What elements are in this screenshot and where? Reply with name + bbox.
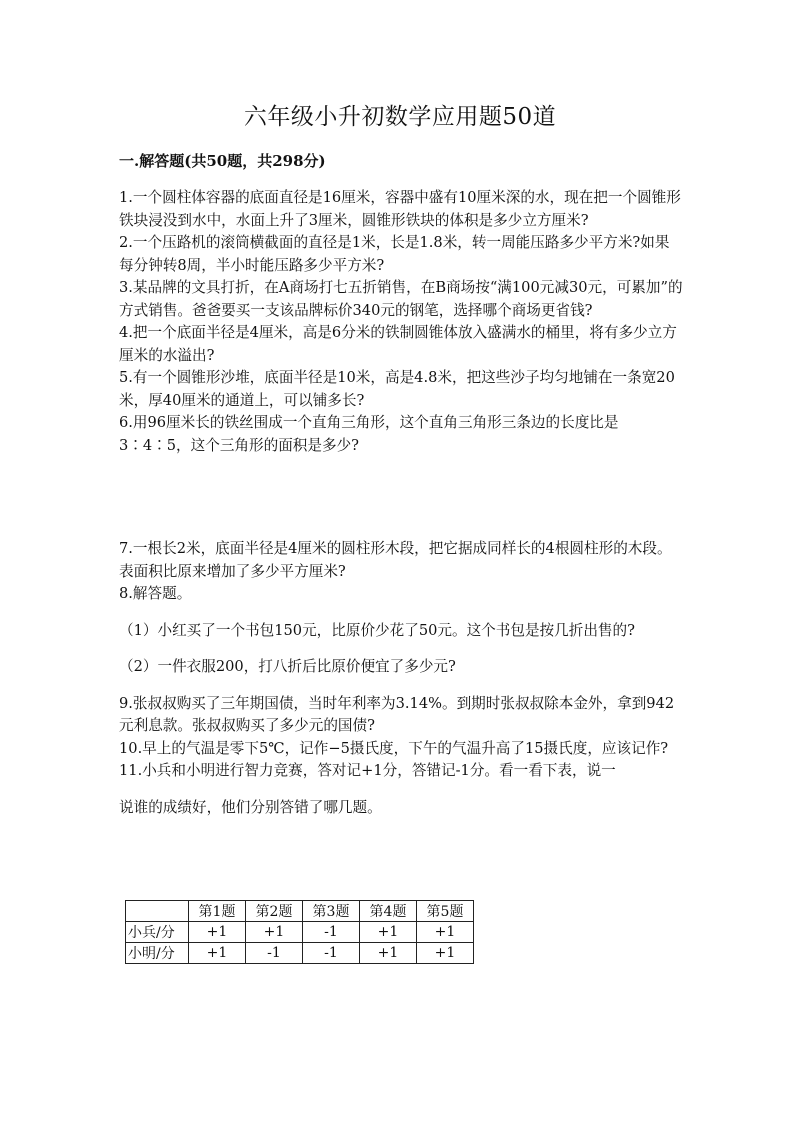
table-header-cell: 第5题 bbox=[417, 901, 474, 922]
question-list-b bbox=[119, 538, 684, 819]
table-cell: -1 bbox=[303, 922, 360, 943]
table-cell: -1 bbox=[303, 943, 360, 964]
question-list-a bbox=[119, 187, 684, 457]
question-4: 4.把一个底面半径是4厘米，高是6分米的铁制圆锥体放入盛满水的桶里，将有多少立方厘米的水溢出? bbox=[119, 324, 677, 364]
question-6: 6.用96厘米长的铁丝围成一个直角三角形，这个直角三角形三条边的长度比是3∶4∶5，这个三角形的面积是多少? bbox=[119, 414, 619, 454]
table-header-cell: 第1题 bbox=[189, 901, 246, 922]
table-row bbox=[126, 922, 474, 943]
section-heading: 一.解答题(共50题，共298分) bbox=[119, 152, 326, 170]
question-10: 10.早上的气温是零下5℃，记作−5摄氏度，下午的气温升高了15摄氏度，应该记作? bbox=[119, 739, 669, 757]
table-cell: 小明/分 bbox=[126, 943, 189, 964]
table-cell: +1 bbox=[417, 922, 474, 943]
question-2: 2.一个压路机的滚筒横截面的直径是1米，长是1.8米，转一周能压路多少平方米?如果每分钟转8周，半小时能压路多少平方米? bbox=[119, 234, 670, 274]
table-cell: +1 bbox=[189, 943, 246, 964]
table-cell: +1 bbox=[417, 943, 474, 964]
table-cell: +1 bbox=[189, 922, 246, 943]
question-9: 9.张叔叔购买了三年期国债，当时年利率为3.14%。到期时张叔叔除本金外，拿到942元利息款。张叔叔购买了多少元的国债? bbox=[119, 694, 675, 734]
table-header-cell bbox=[126, 901, 189, 922]
table-cell: -1 bbox=[246, 943, 303, 964]
table-cell: +1 bbox=[246, 922, 303, 943]
question-11-line-1: 11.小兵和小明进行智力竞赛，答对记+1分，答错记-1分。看一看下表，说一 bbox=[119, 762, 616, 779]
page-title: 六年级小升初数学应用题50道 bbox=[243, 104, 557, 130]
table-header-cell: 第3题 bbox=[303, 901, 360, 922]
table-row bbox=[126, 943, 474, 964]
table-cell: +1 bbox=[360, 922, 417, 943]
table-cell: +1 bbox=[360, 943, 417, 964]
question-8: 8.解答题。 bbox=[119, 585, 192, 602]
question-7: 7.一根长2米，底面半径是4厘米的圆柱形木段，把它据成同样长的4根圆柱形的木段。表面积比原来增加了多少平方厘米? bbox=[119, 540, 672, 580]
question-5: 5.有一个圆锥形沙堆，底面半径是10米，高是4.8米，把这些沙子均匀地铺在一条宽20米，厚40厘米的通道上，可以铺多长? bbox=[119, 369, 675, 409]
question-8-part-2: （2）一件衣服200，打八折后比原价便宜了多少元? bbox=[119, 658, 456, 675]
table-cell: 小兵/分 bbox=[126, 922, 189, 943]
question-3: 3.某品牌的文具打折，在A商场打七五折销售，在B商场按“满100元减30元，可累加”的方式销售。爸爸要买一支该品牌标价340元的钢笔，选择哪个商场更省钱? bbox=[119, 279, 683, 319]
question-8-part-1: （1）小红买了一个书包150元，比原价少花了50元。这个书包是按几折出售的? bbox=[119, 621, 635, 639]
table-header-cell: 第4题 bbox=[360, 901, 417, 922]
question-11-line-2: 说谁的成绩好，他们分别答错了哪几题。 bbox=[119, 798, 382, 816]
table-header-cell: 第2题 bbox=[246, 901, 303, 922]
score-table bbox=[125, 900, 474, 964]
table-header-row bbox=[126, 901, 474, 922]
question-1: 1.一个圆柱体容器的底面直径是16厘米，容器中盛有10厘米深的水，现在把一个圆锥形铁块浸没到水中，水面上升了3厘米，圆锥形铁块的体积是多少立方厘米? bbox=[119, 189, 681, 229]
